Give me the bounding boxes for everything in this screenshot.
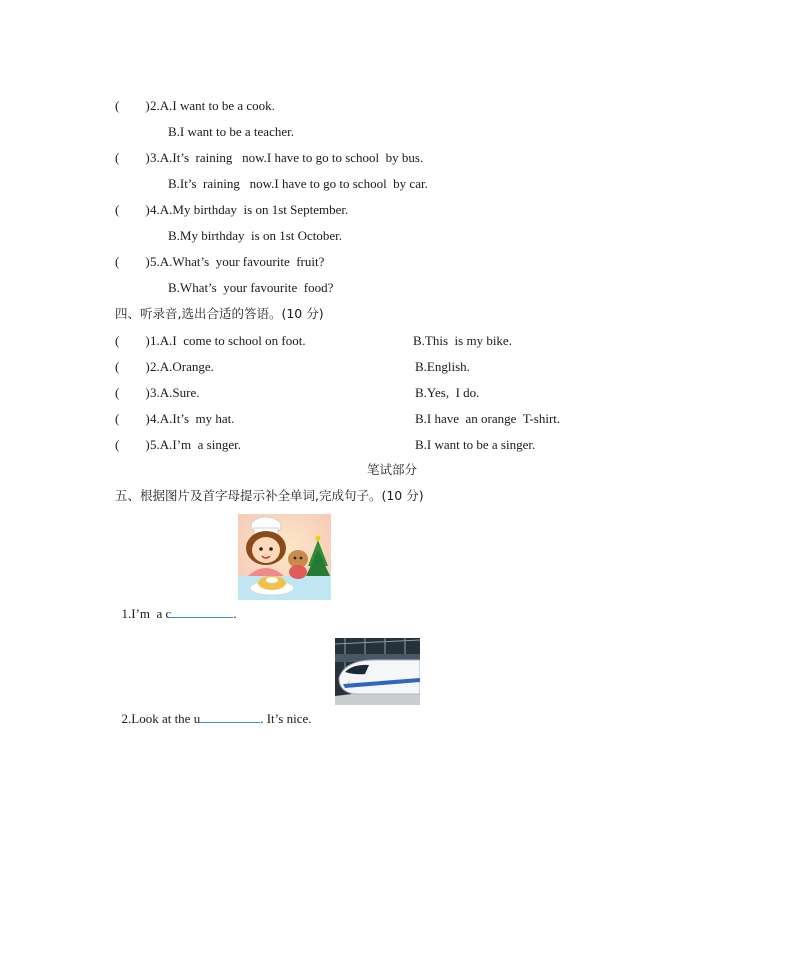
- q2-suffix: . It’s nice.: [260, 711, 312, 726]
- option-b: B.My birthday is on 1st October.: [168, 228, 343, 243]
- option-a: 5.A.I’m a singer.: [150, 437, 241, 452]
- answer-paren[interactable]: ( ): [115, 359, 150, 374]
- option-a: 5.A.What’s your favourite fruit?: [150, 254, 325, 269]
- section5-question-1: [115, 589, 237, 622]
- q1-suffix: .: [233, 606, 237, 621]
- option-b: B.This is my bike.: [413, 333, 512, 348]
- option-a: 1.A.I come to school on foot.: [150, 333, 306, 348]
- option-a: 2.A.Orange.: [150, 359, 214, 374]
- option-a: 4.A.It’s my hat.: [150, 411, 235, 426]
- section5-question-2: [115, 694, 311, 727]
- answer-paren[interactable]: ( ): [115, 437, 150, 452]
- answer-paren[interactable]: ( ): [115, 385, 150, 400]
- chef-girl-cake-picture: [238, 514, 331, 600]
- option-b: B.What’s your favourite food?: [168, 280, 334, 295]
- train-icon: [335, 638, 420, 705]
- q1-answer-blank[interactable]: [171, 605, 233, 618]
- option-a: 3.A.It’s raining now.I have to go to school by bus.: [150, 150, 424, 165]
- answer-paren[interactable]: ( ): [115, 333, 150, 348]
- section4-heading: 四、听录音,选出合适的答语。(10 分): [115, 306, 324, 321]
- q1-prefix: 1.I’m a c: [121, 606, 172, 621]
- option-a: 2.A.I want to be a cook.: [150, 98, 275, 113]
- option-b: B.I have an orange T-shirt.: [415, 411, 561, 426]
- q2-answer-blank[interactable]: [200, 710, 260, 723]
- answer-paren[interactable]: ( ): [115, 411, 150, 426]
- section5-heading: 五、根据图片及首字母提示补全单词,完成句子。(10 分): [115, 488, 424, 503]
- q2-prefix: 2.Look at the u: [121, 711, 201, 726]
- answer-paren[interactable]: ( ): [115, 202, 150, 217]
- written-part-title: 笔试部分: [367, 462, 418, 477]
- option-b: B.English.: [415, 359, 470, 374]
- option-b: B.Yes, I do.: [415, 385, 480, 400]
- high-speed-train-picture: [335, 638, 420, 705]
- option-b: B.It’s raining now.I have to go to school by car.: [168, 176, 428, 191]
- option-a: 3.A.Sure.: [150, 385, 200, 400]
- chef-girl-icon: [238, 514, 331, 600]
- answer-paren[interactable]: ( ): [115, 254, 150, 269]
- answer-paren[interactable]: ( ): [115, 150, 150, 165]
- option-b: B.I want to be a singer.: [415, 437, 536, 452]
- answer-paren[interactable]: ( ): [115, 98, 150, 113]
- option-a: 4.A.My birthday is on 1st September.: [150, 202, 349, 217]
- option-b: B.I want to be a teacher.: [168, 124, 294, 139]
